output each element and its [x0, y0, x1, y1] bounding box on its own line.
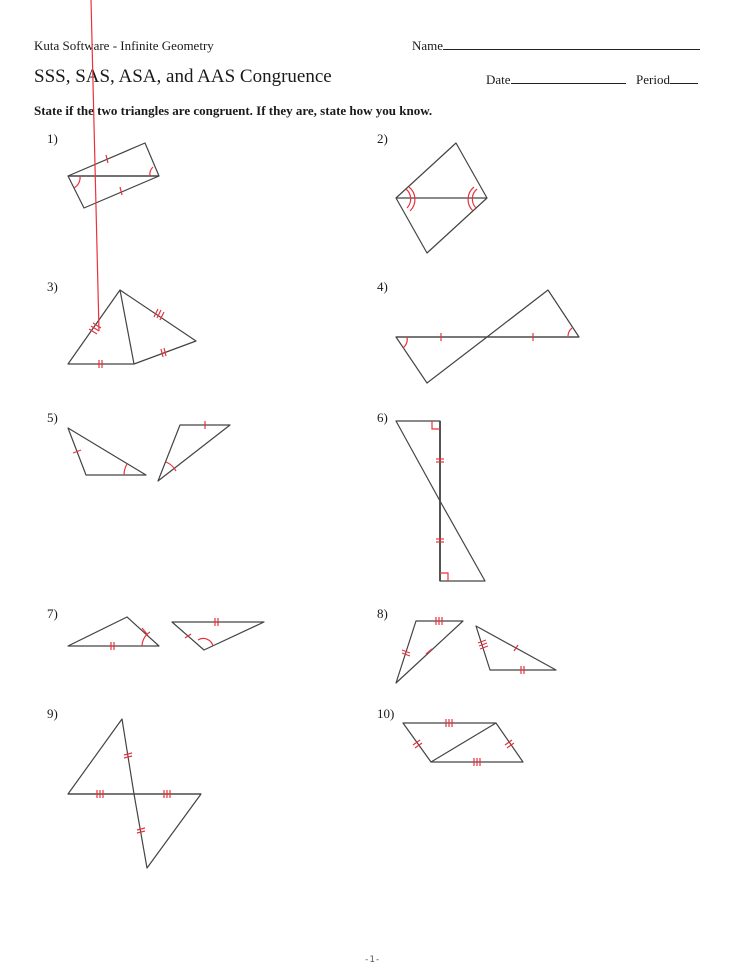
- congruence-marks: [73, 0, 572, 833]
- figure-7: [68, 617, 264, 650]
- figure-10: [403, 723, 523, 762]
- figure-3: [68, 290, 196, 364]
- problem-9-label: 9): [47, 706, 58, 721]
- publisher-label: Kuta Software - Infinite Geometry: [34, 38, 214, 53]
- figure-6: [396, 421, 485, 581]
- figure-2: [396, 143, 487, 253]
- name-label: Name: [412, 38, 444, 53]
- problem-5-label: 5): [47, 410, 58, 425]
- date-label: Date: [486, 72, 511, 87]
- problem-1-label: 1): [47, 131, 58, 146]
- problem-6-label: 6): [377, 410, 388, 425]
- problem-8-label: 8): [377, 606, 388, 621]
- instructions: State if the two triangles are congruent. If they are, state how you know.: [34, 103, 433, 118]
- figure-5: [68, 425, 230, 481]
- figure-4: [396, 290, 579, 383]
- problem-7-label: 7): [47, 606, 58, 621]
- figure-9: [68, 719, 201, 868]
- period-label: Period: [636, 72, 670, 87]
- problem-2-label: 2): [377, 131, 388, 146]
- worksheet-title: SSS, SAS, ASA, and AAS Congruence: [34, 66, 332, 87]
- figure-1: [68, 143, 159, 208]
- figure-8: [396, 621, 556, 683]
- problem-10-label: 10): [377, 706, 395, 721]
- problem-3-label: 3): [47, 279, 58, 294]
- page-number: -1-: [364, 955, 381, 965]
- problem-4-label: 4): [377, 279, 388, 294]
